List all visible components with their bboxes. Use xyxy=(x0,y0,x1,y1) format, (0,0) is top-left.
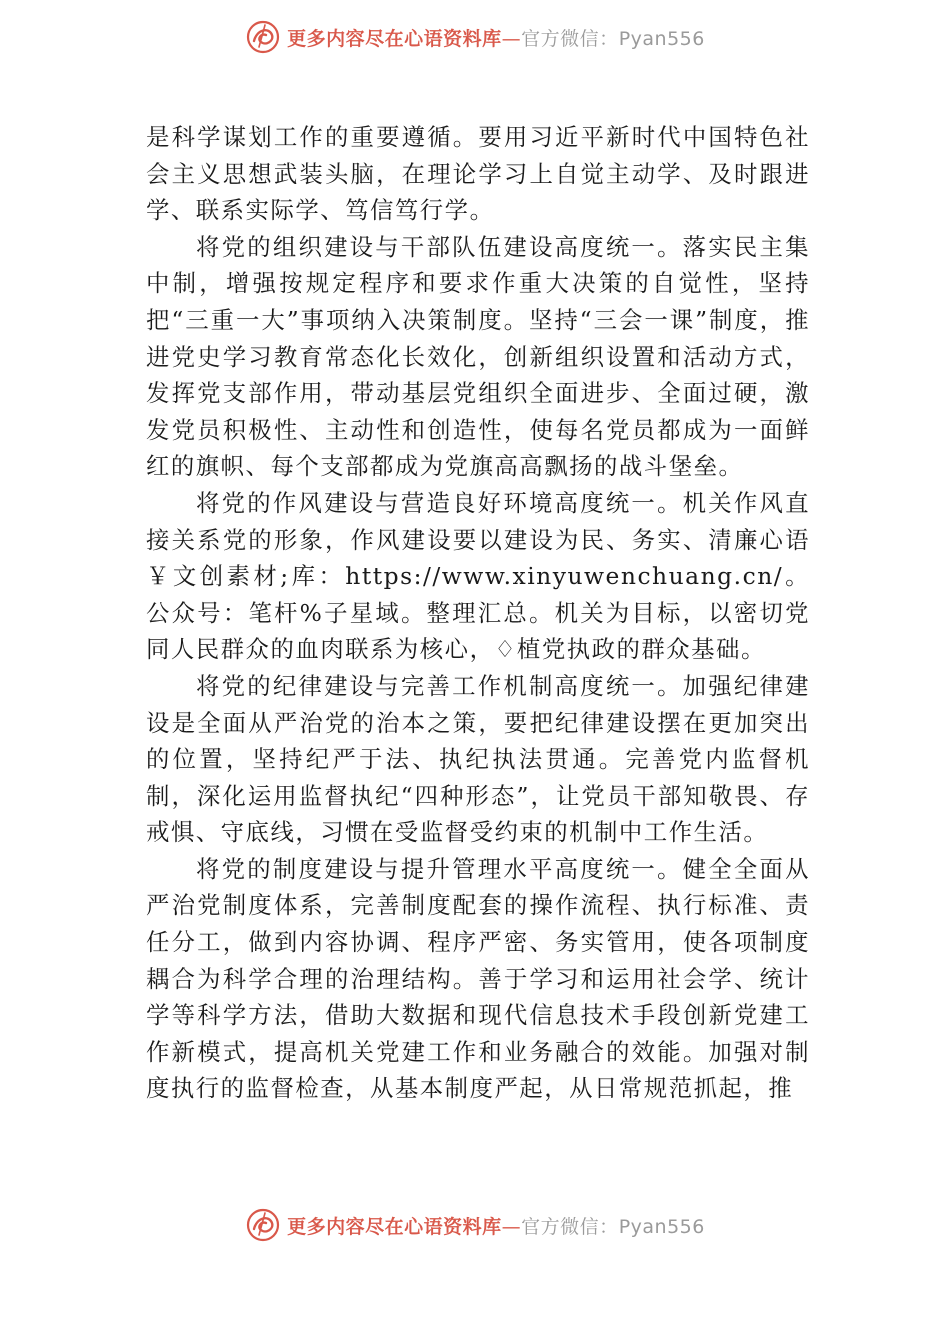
banner-separator: — xyxy=(501,1215,522,1238)
banner-lead-text: 更多内容尽在心语资料库 xyxy=(287,1215,502,1238)
banner-wechat-id: Pyan556 xyxy=(618,1215,705,1238)
paragraph-continued: 是科学谋划工作的重要遵循。要用习近平新时代中国特色社会主义思想武装头脑，在理论学习上自觉主动学、及时跟进学、联系实际学、笃信笃行学。 xyxy=(146,123,810,225)
banner-lead-text: 更多内容尽在心语资料库 xyxy=(287,27,502,50)
document-body xyxy=(146,119,810,1107)
paragraph-discipline: 将党的纪律建设与完善工作机制高度统一。加强纪律建设是全面从严治党的治本之策，要把纪律建设摆在更加突出的位置，坚持纪严于法、执纪执法贯通。完善党内监督机制，深化运用监督执纪“四种形态”，让党员干部知敬畏、存戒惧、守底线，习惯在受监督受约束的机制中工作生活。 xyxy=(146,671,810,847)
banner-wechat-label: 官方微信： xyxy=(521,1215,619,1238)
banner-wechat-label: 官方微信： xyxy=(521,27,619,50)
footer-watermark-banner xyxy=(0,1200,950,1250)
red-swirl-logo-icon xyxy=(245,1207,281,1243)
red-swirl-logo-icon xyxy=(245,19,281,55)
banner-text xyxy=(287,1212,705,1239)
paragraph-work-style: 将党的作风建设与营造良好环境高度统一。机关作风直接关系党的形象，作风建设要以建设为民、务实、清廉心语￥文创素材;库：https://www.xinyuwenchuang.cn/。公众号：笔杆%子星域。整理汇总。机关为目标，以密切党同人民群众的血肉联系为核心，♢植党执政的群众基础。 xyxy=(146,488,810,664)
banner-wechat-id: Pyan556 xyxy=(618,27,705,50)
banner-text xyxy=(287,24,705,51)
paragraph-system: 将党的制度建设与提升管理水平高度统一。健全全面从严治党制度体系，完善制度配套的操作流程、执行标准、责任分工，做到内容协调、程序严密、务实管用，使各项制度耦合为科学合理的治理结构。善于学习和运用社会学、统计学等科学方法，借助大数据和现代信息技术手段创新党建工作新模式，提高机关党建工作和业务融合的效能。加强对制度执行的监督检查，从基本制度严起，从日常规范抓起，推 xyxy=(146,854,810,1103)
banner-separator: — xyxy=(501,27,522,50)
header-watermark-banner xyxy=(0,12,950,62)
paragraph-organization: 将党的组织建设与干部队伍建设高度统一。落实民主集中制，增强按规定程序和要求作重大决策的自觉性，坚持把“三重一大”事项纳入决策制度。坚持“三会一课”制度，推进党史学习教育常态化长效化，创新组织设置和活动方式，发挥党支部作用，带动基层党组织全面进步、全面过硬，激发党员积极性、主动性和创造性，使每名党员都成为一面鲜红的旗帜、每个支部都成为党旗高高飘扬的战斗堡垒。 xyxy=(146,232,810,481)
